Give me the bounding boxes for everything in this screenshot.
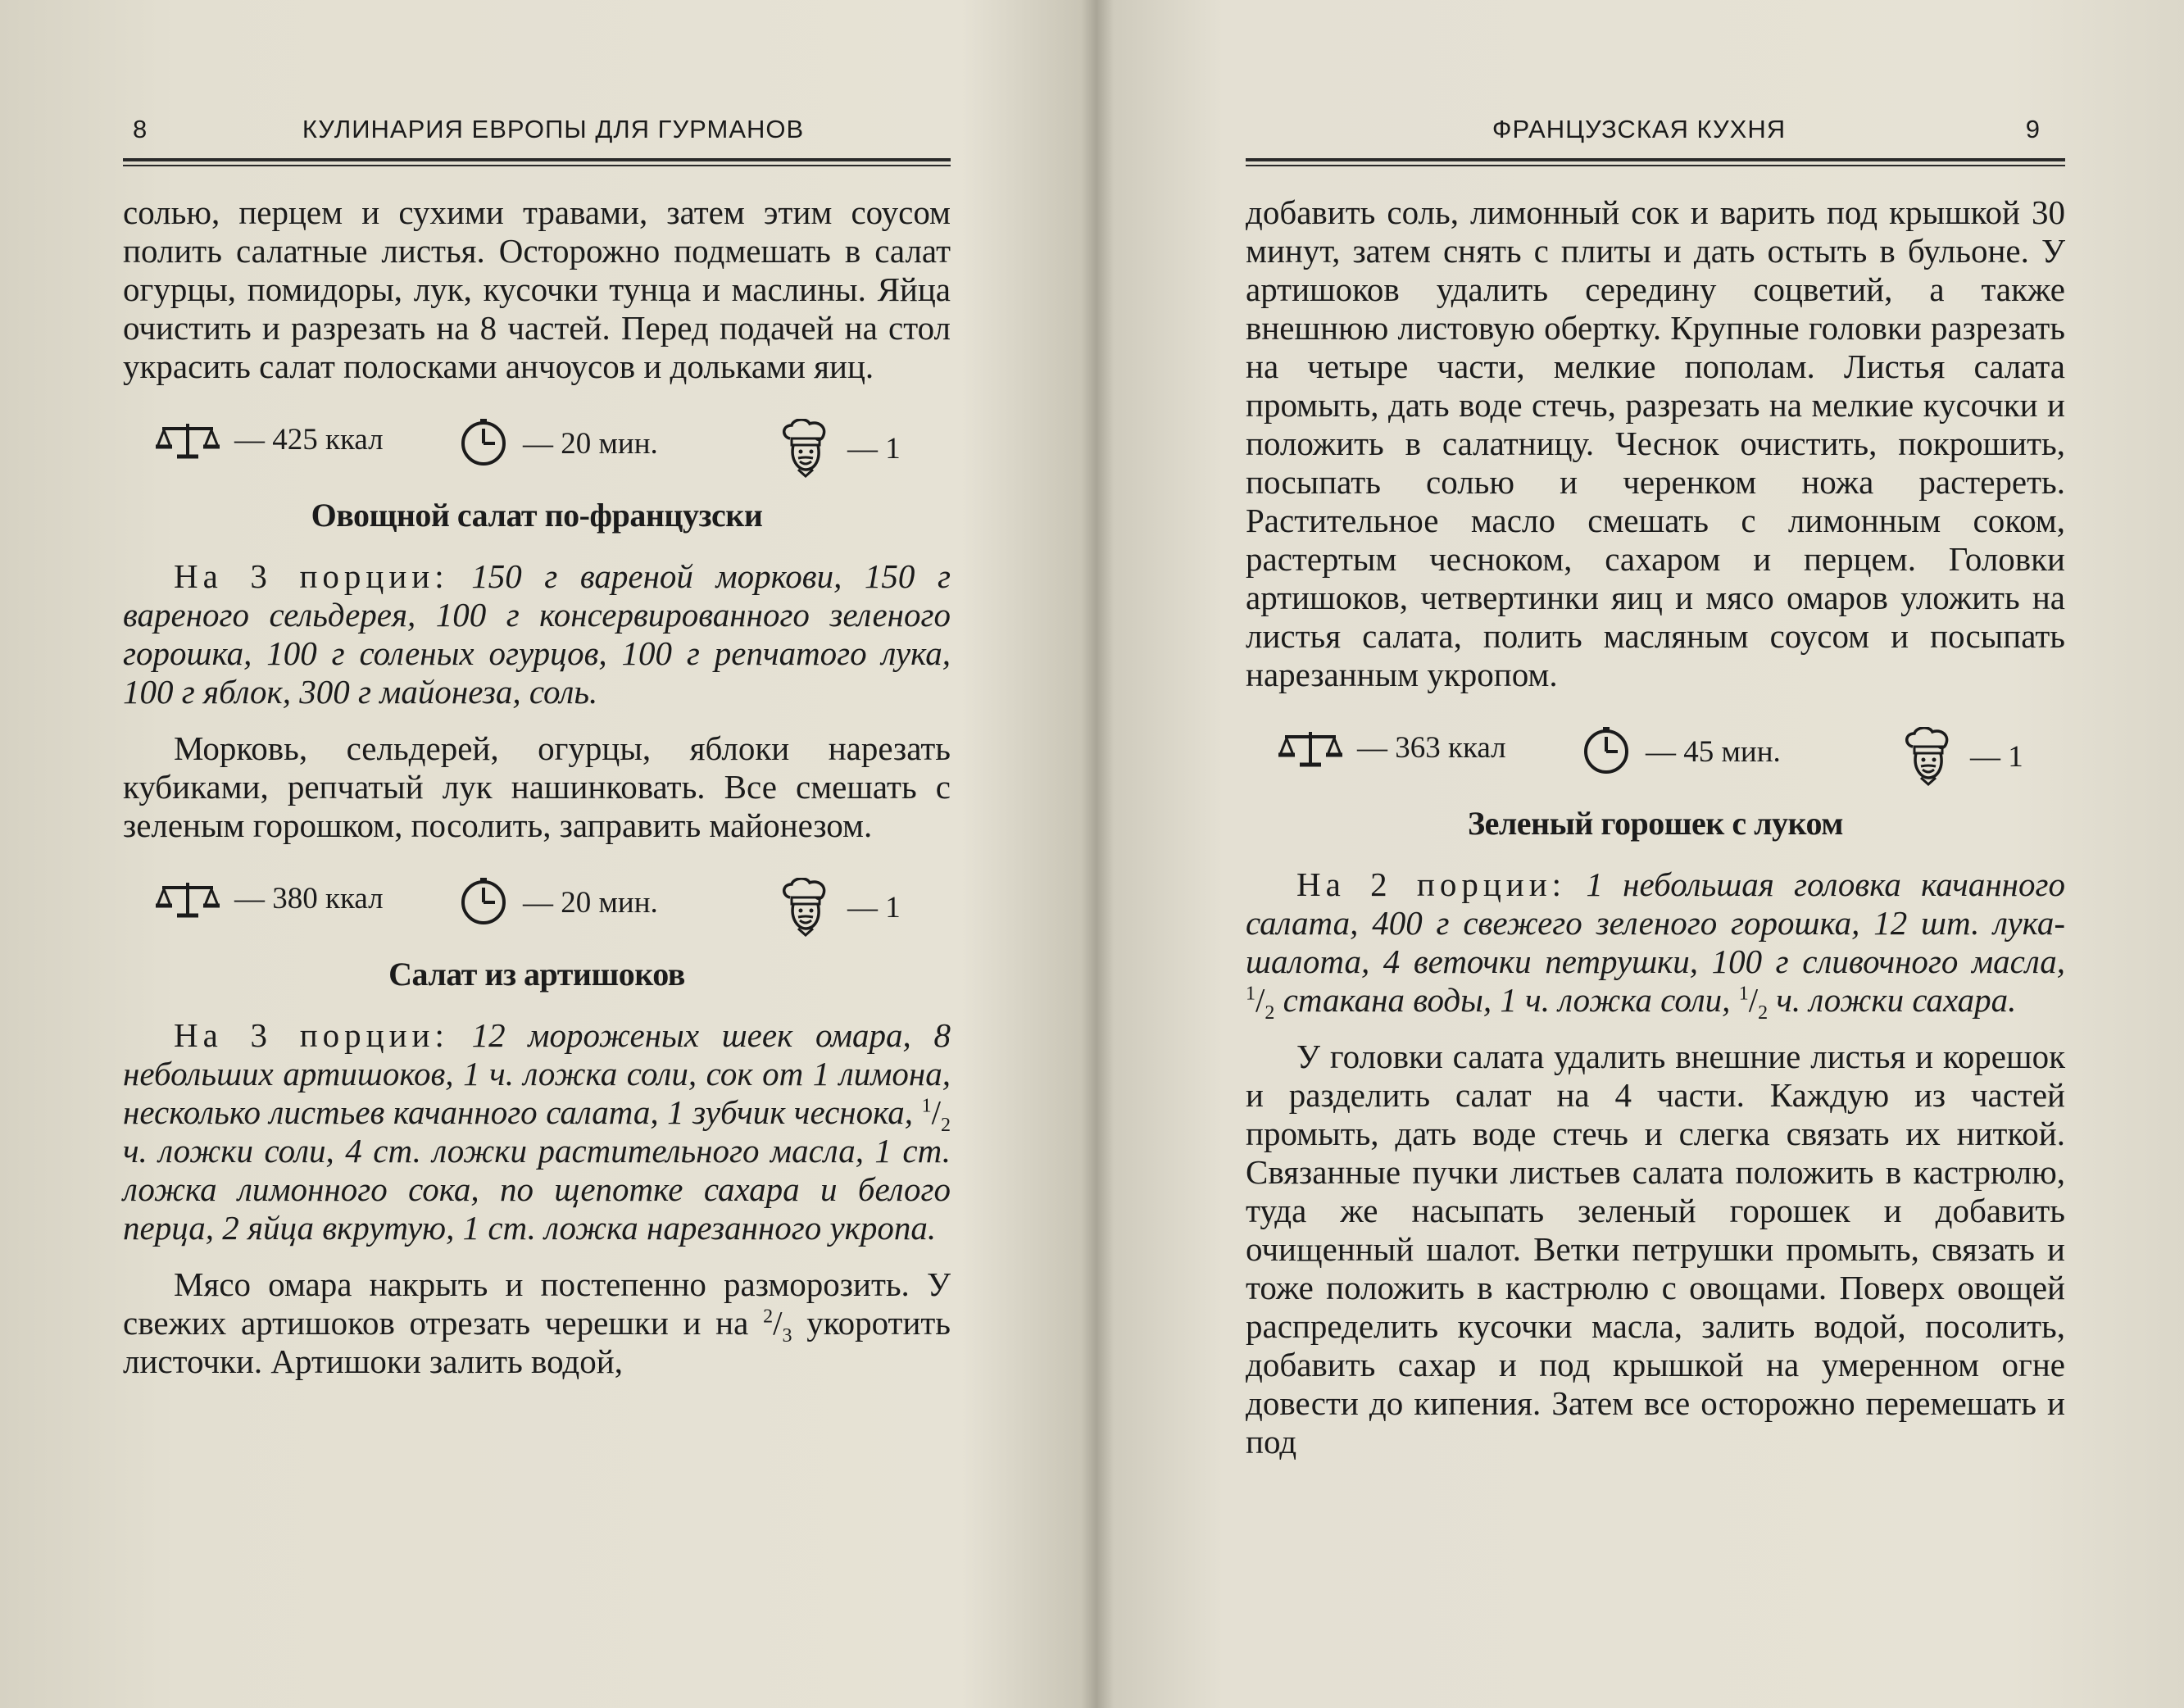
scales-icon [156, 878, 220, 919]
difficulty-value: — 1 [1970, 739, 2023, 774]
fraction-numerator: 1 [1738, 983, 1749, 1005]
recipe-title: Салат из артишоков [388, 956, 685, 993]
difficulty-info [779, 878, 901, 937]
right-running-head [1246, 115, 2065, 151]
method-paragraph: Морковь, сельдерей, огурцы, яблоки нарезать кубиками, репчатый лук нашинковать. Все смешать с зеленым горошком, посолить, заправить майонезом. [123, 729, 951, 844]
fraction: $^1/_2$ [1246, 981, 1275, 1024]
chef-icon [1901, 727, 1955, 786]
clock-icon [459, 878, 508, 927]
calories-info [156, 878, 384, 919]
method-paragraph: У головки салата удалить внешние листья и корешок и разделить салат на 4 части. Каждую из частей промыть, дать воде стечь и слегка связать их ниткой. Связанные пучки листьев салата положить в кастрюлю, туда же насыпать зеленый горошек и добавить очищенный шалот. Ветки петрушки промыть, связать и тоже положить в кастрюлю с овощами. Поверх овощей распределить кусочки масла, залить водой, посолить, добавить сахар и под крышкой на умеренном огне довести до кипения. Затем все осторожно перемешать и под [1246, 1038, 2065, 1460]
fraction-denominator: 2 [941, 1115, 951, 1137]
method-paragraph [123, 1265, 951, 1381]
ingredients-text: 150 г вареной моркови, 150 г вареного сельдерея, 100 г консервированного зеленого горошка, 100 г соленых огурцов, 100 г репчатого лука, 100 г яблок, 300 г майонеза, соль. [123, 557, 951, 711]
running-title: КУЛИНАРИЯ ЕВРОПЫ ДЛЯ ГУРМАНОВ [302, 115, 805, 143]
recipe-title: Зеленый горошек с луком [1467, 805, 1844, 842]
difficulty-value: — 1 [847, 890, 901, 924]
nutrition-info-row [123, 865, 951, 930]
scales-icon [1278, 727, 1342, 768]
page-number: 9 [2025, 115, 2041, 143]
calories-info [156, 419, 384, 460]
page-number: 8 [133, 115, 148, 143]
method-text: Мясо омара накрыть и постепенно разморозить. У свежих артишоков отрезать черешки и на [123, 1265, 951, 1342]
calories-value: — 363 ккал [1357, 730, 1506, 765]
ingredients-text: ч. ложки сахара. [1776, 981, 2017, 1019]
time-value: — 45 мин. [1646, 734, 1781, 769]
right-page-body [1246, 193, 2065, 1461]
intro-paragraph: солью, перцем и сухими травами, затем этим соусом полить салатные листья. Осторожно подмешать в салат огурцы, помидоры, лук, кусочки тунца и маслины. Яйца очистить и разрезать на 8 частей. Перед подачей на стол украсить салат полосками анчоусов и дольками яиц. [123, 193, 951, 385]
fraction-denominator: 2 [1265, 1002, 1275, 1024]
fraction: $^2/_3$ [763, 1304, 792, 1347]
fraction-denominator: 2 [1758, 1002, 1769, 1024]
difficulty-value: — 1 [847, 431, 901, 466]
left-page [123, 0, 951, 1708]
fraction: $^1/_2$ [921, 1093, 951, 1137]
ingredients-paragraph [123, 1016, 951, 1247]
fraction: $^1/_2$ [1738, 981, 1769, 1024]
difficulty-info [779, 419, 901, 478]
chef-icon [779, 878, 833, 937]
fraction-denominator: 3 [782, 1325, 792, 1347]
serves-label: На 3 порции: [174, 1016, 449, 1054]
ingredients-paragraph [123, 557, 951, 711]
nutrition-info-row [123, 406, 951, 471]
ingredients-text: 1 небольшая головка качанного салата, 400 г свежего зеленого горошка, 12 шт. лука-шалота, 4 веточки петрушки, 100 г сливочного масла, [1246, 865, 2066, 980]
header-rule [1246, 158, 2065, 161]
header-rule [123, 158, 951, 161]
serves-label: На 2 порции: [1296, 865, 1567, 903]
recipe-title: Овощной салат по-французски [311, 497, 763, 534]
fraction-numerator: 1 [1246, 983, 1255, 1005]
fraction-numerator: 1 [921, 1095, 932, 1117]
method-text: укоротить листочки. Артишоки залить водой, [123, 1304, 951, 1380]
ingredients-text: стакана воды, 1 ч. ложка соли, [1283, 981, 1731, 1019]
chef-icon [779, 419, 833, 478]
left-running-head [123, 115, 951, 151]
time-info [1582, 727, 1781, 776]
fraction-numerator: 2 [763, 1306, 774, 1328]
time-value: — 20 мин. [523, 885, 658, 920]
intro-paragraph: добавить соль, лимонный сок и варить под крышкой 30 минут, затем снять с плиты и дать остыть в бульоне. У артишоков удалить середину соцветий, а также внешнюю листовую обертку. Крупные головки разрезать на четыре части, мелкие пополам. Листья салата промыть, дать воде стечь, разрезать на мелкие кусочки и положить в салатницу. Чеснок очистить, покрошить, посыпать солью и черенком ножа растереть. Растительное масло смешать с лимонным соком, растертым чесноком, сахаром и перцем. Головки артишоков, четвертинки яиц и мясо омаров уложить на листья салата, полить масляным соусом и посыпать нарезанным укропом. [1246, 193, 2065, 693]
calories-value: — 380 ккал [234, 881, 384, 915]
scales-icon [156, 419, 220, 460]
time-info [459, 878, 658, 927]
ingredients-text: ч. ложки соли, 4 ст. ложки растительного масла, 1 ст. ложка лимонного сока, по щепотке сахара и белого перца, 2 яйца вкрутую, 1 ст. ложка нарезанного укропа. [123, 1132, 951, 1247]
left-page-body [123, 193, 951, 1381]
ingredients-paragraph [1246, 865, 2066, 1024]
ingredients-text: 12 мороженых шеек омара, 8 небольших артишоков, 1 ч. ложка соли, сок от 1 лимона, несколько листьев качанного салата, 1 зубчик чеснока, [123, 1016, 951, 1131]
time-info [459, 419, 658, 468]
calories-info [1278, 727, 1506, 768]
clock-icon [459, 419, 508, 468]
running-title: ФРАНЦУЗСКАЯ КУХНЯ [1492, 115, 1787, 143]
serves-label: На 3 порции: [174, 557, 449, 595]
difficulty-info [1901, 727, 2023, 786]
time-value: — 20 мин. [523, 426, 658, 461]
nutrition-info-row [1246, 714, 2065, 779]
right-page [1246, 0, 2065, 1708]
calories-value: — 425 ккал [234, 422, 384, 457]
clock-icon [1582, 727, 1631, 776]
